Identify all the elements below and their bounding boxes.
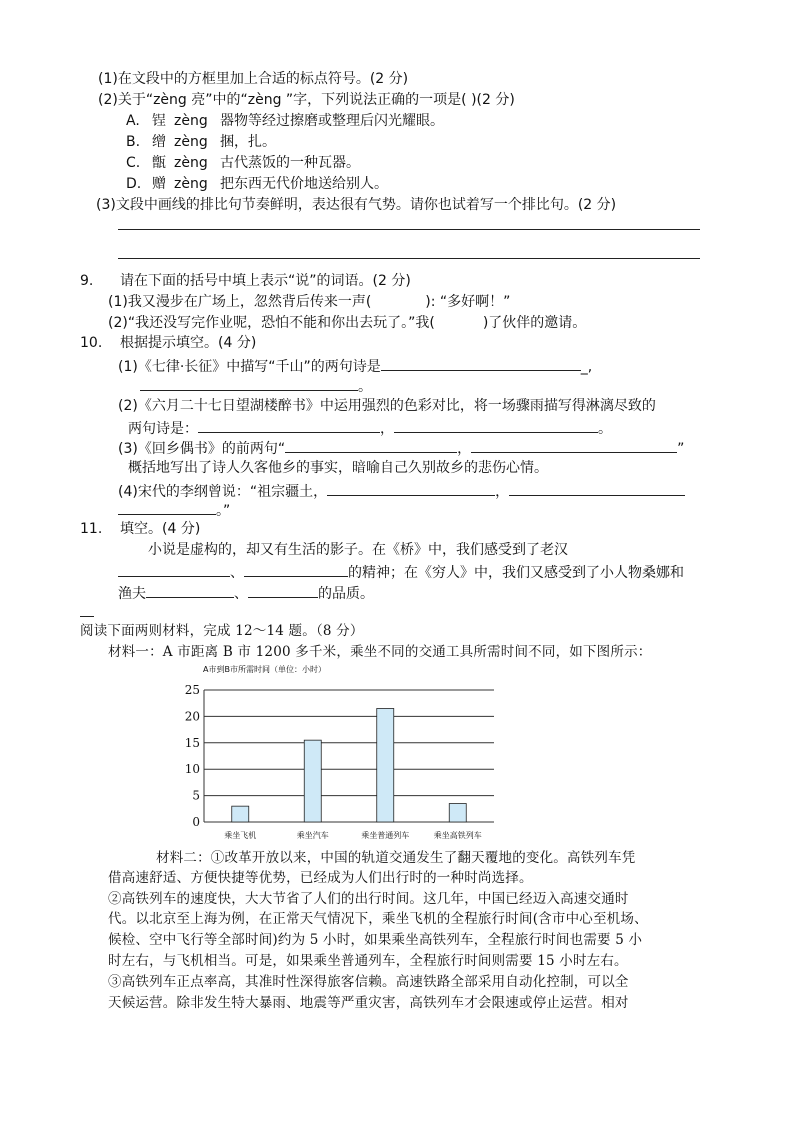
q10-number: 10. xyxy=(80,335,103,351)
q8-option-d: D. 赠 zèng 把东西无代价地送给别人。 xyxy=(126,176,388,192)
blank[interactable] xyxy=(118,562,230,577)
q8-option-c: C. 甑 zèng 古代蒸饭的一种瓦器。 xyxy=(126,155,360,171)
q11-line3: 渔夫 、 的品质。 xyxy=(118,583,374,603)
q10-sub4-cont: 。” xyxy=(118,500,230,520)
q8-sub2: (2)关于“zèng 亮”中的“zèng ”字，下列说法正确的一项是( )(2 分) xyxy=(98,92,515,108)
q10-sub3: (3)《回乡偶书》的前两句“ ， ” xyxy=(118,438,684,458)
y-tick-label: 0 xyxy=(192,815,200,829)
blank[interactable] xyxy=(248,583,318,598)
bar xyxy=(449,804,466,822)
material-2-line: 天候运营。除非发生特大暴雨、地震等严重灾害，高铁列车才会限速或停止运营。相对 xyxy=(108,995,629,1011)
answer-line xyxy=(118,258,700,259)
material-2-line: ③高铁列车正点率高，其准时性深得旅客信赖。高速铁路全部采用自动化控制，可以全 xyxy=(108,974,629,990)
q11-line1: 小说是虚构的，却又有生活的影子。在《桥》中，我们感受到了老汉 xyxy=(148,542,568,558)
q10-sub3-cont: 概括地写出了诗人久客他乡的事实，暗喻自己久别故乡的悲伤心情。 xyxy=(128,460,548,476)
q11-line2: 、 的精神；在《穷人》中，我们又感受到了小人物桑娜和 xyxy=(118,562,684,582)
x-tick-label: 乘坐飞机 xyxy=(224,831,257,840)
blank[interactable] xyxy=(327,481,495,496)
blank[interactable] xyxy=(471,438,677,453)
q10-sub1-cont: 。 xyxy=(140,376,372,396)
material-2-line: 材料二：①改革开放以来，中国的轨道交通发生了翻天覆地的变化。高铁列车凭 xyxy=(156,850,636,866)
x-tick-label: 乘坐普通列车 xyxy=(361,831,410,840)
q9-sub2: (2)“我还没写完作业呢，恐怕不能和你出去玩了。”我( )了伙伴的邀请。 xyxy=(108,315,587,331)
blank[interactable] xyxy=(146,583,234,598)
bar xyxy=(377,708,394,822)
y-tick-label: 15 xyxy=(184,735,200,750)
blank[interactable] xyxy=(394,418,598,433)
q9-number: 9. xyxy=(80,273,94,289)
q8-option-b: B. 缯 zèng 捆，扎。 xyxy=(126,134,276,150)
q11-number: 11. xyxy=(80,521,103,537)
chart-title: A市到B市所需时间（单位：小时） xyxy=(203,665,326,674)
material-2-line: 候检、空中飞行等全部时间)约为 5 小时，如果乘坐高铁列车，全程旅行时间也需要 5 小 xyxy=(108,932,643,948)
material-2-line: 借高速舒适、方便快捷等优势，已经成为人们出行时的一种时尚选择。 xyxy=(108,870,533,886)
material-2-line: ②高铁列车的速度快，大大节省了人们的出行时间。这几年，中国已经迈入高速交通时 xyxy=(108,891,629,907)
blank[interactable] xyxy=(381,356,581,371)
q10-sub2: (2)《六月二十七日望湖楼醉书》中运用强烈的色彩对比，将一场骤雨描写得淋漓尽致的 xyxy=(118,398,656,414)
q10-stem: 根据提示填空。(4 分) xyxy=(120,335,257,351)
q11-stem: 填空。(4 分) xyxy=(120,521,201,537)
blank[interactable] xyxy=(285,438,457,453)
blank[interactable] xyxy=(140,376,358,391)
q10-sub1: (1)《七律·长征》中描写“千山”的两句诗是 _, xyxy=(118,356,592,376)
y-tick-label: 20 xyxy=(184,709,200,724)
blank[interactable] xyxy=(198,418,380,433)
q10-sub4: (4)宋代的李纲曾说：“祖宗疆土， ， xyxy=(118,481,685,501)
x-tick-label: 乘坐汽车 xyxy=(296,831,329,840)
bar-chart xyxy=(180,676,500,846)
reading-intro: 阅读下面两则材料，完成 12～14 题。（8 分） xyxy=(80,623,364,639)
material-1: 材料一：A 市距离 B 市 1200 多千米，乘坐不同的交通工具所需时间不同，如下图所示： xyxy=(108,644,652,660)
answer-line xyxy=(118,229,700,230)
y-tick-label: 25 xyxy=(184,683,200,697)
q9-stem: 请在下面的括号中填上表示“说”的词语。(2 分) xyxy=(120,273,411,289)
bar xyxy=(304,740,321,822)
q10-sub2-cont: 两句诗是： ， 。 xyxy=(128,418,612,438)
q8-sub3: (3)文段中画线的排比句节奏鲜明，表达很有气势。请你也试着写一个排比句。(2 分) xyxy=(96,197,617,213)
q9-sub1: (1)我又漫步在广场上，忽然背后传来一声( ): “多好啊！” xyxy=(108,294,511,310)
q8-sub1: (1)在文段中的方框里加上合适的标点符号。(2 分) xyxy=(98,71,409,87)
x-tick-label: 乘坐高铁列车 xyxy=(433,831,482,840)
material-2-line: 时左右，与飞机相当。可是，如果乘坐普通列车，全程旅行时间则需要 15 小时左右。 xyxy=(108,953,628,969)
material-2-line: 代。以北京至上海为例，在正常天气情况下，乘坐飞机的全程旅行时间(含市中心至机场、 xyxy=(108,911,648,927)
q8-option-a: A. 锃 zèng 器物等经过擦磨或整理后闪光耀眼。 xyxy=(126,113,444,129)
blank[interactable] xyxy=(244,562,348,577)
blank[interactable] xyxy=(118,500,216,515)
section-mark xyxy=(80,616,94,617)
y-tick-label: 5 xyxy=(192,788,200,803)
y-tick-label: 10 xyxy=(184,762,200,777)
bar xyxy=(232,806,249,822)
blank[interactable] xyxy=(509,481,685,496)
